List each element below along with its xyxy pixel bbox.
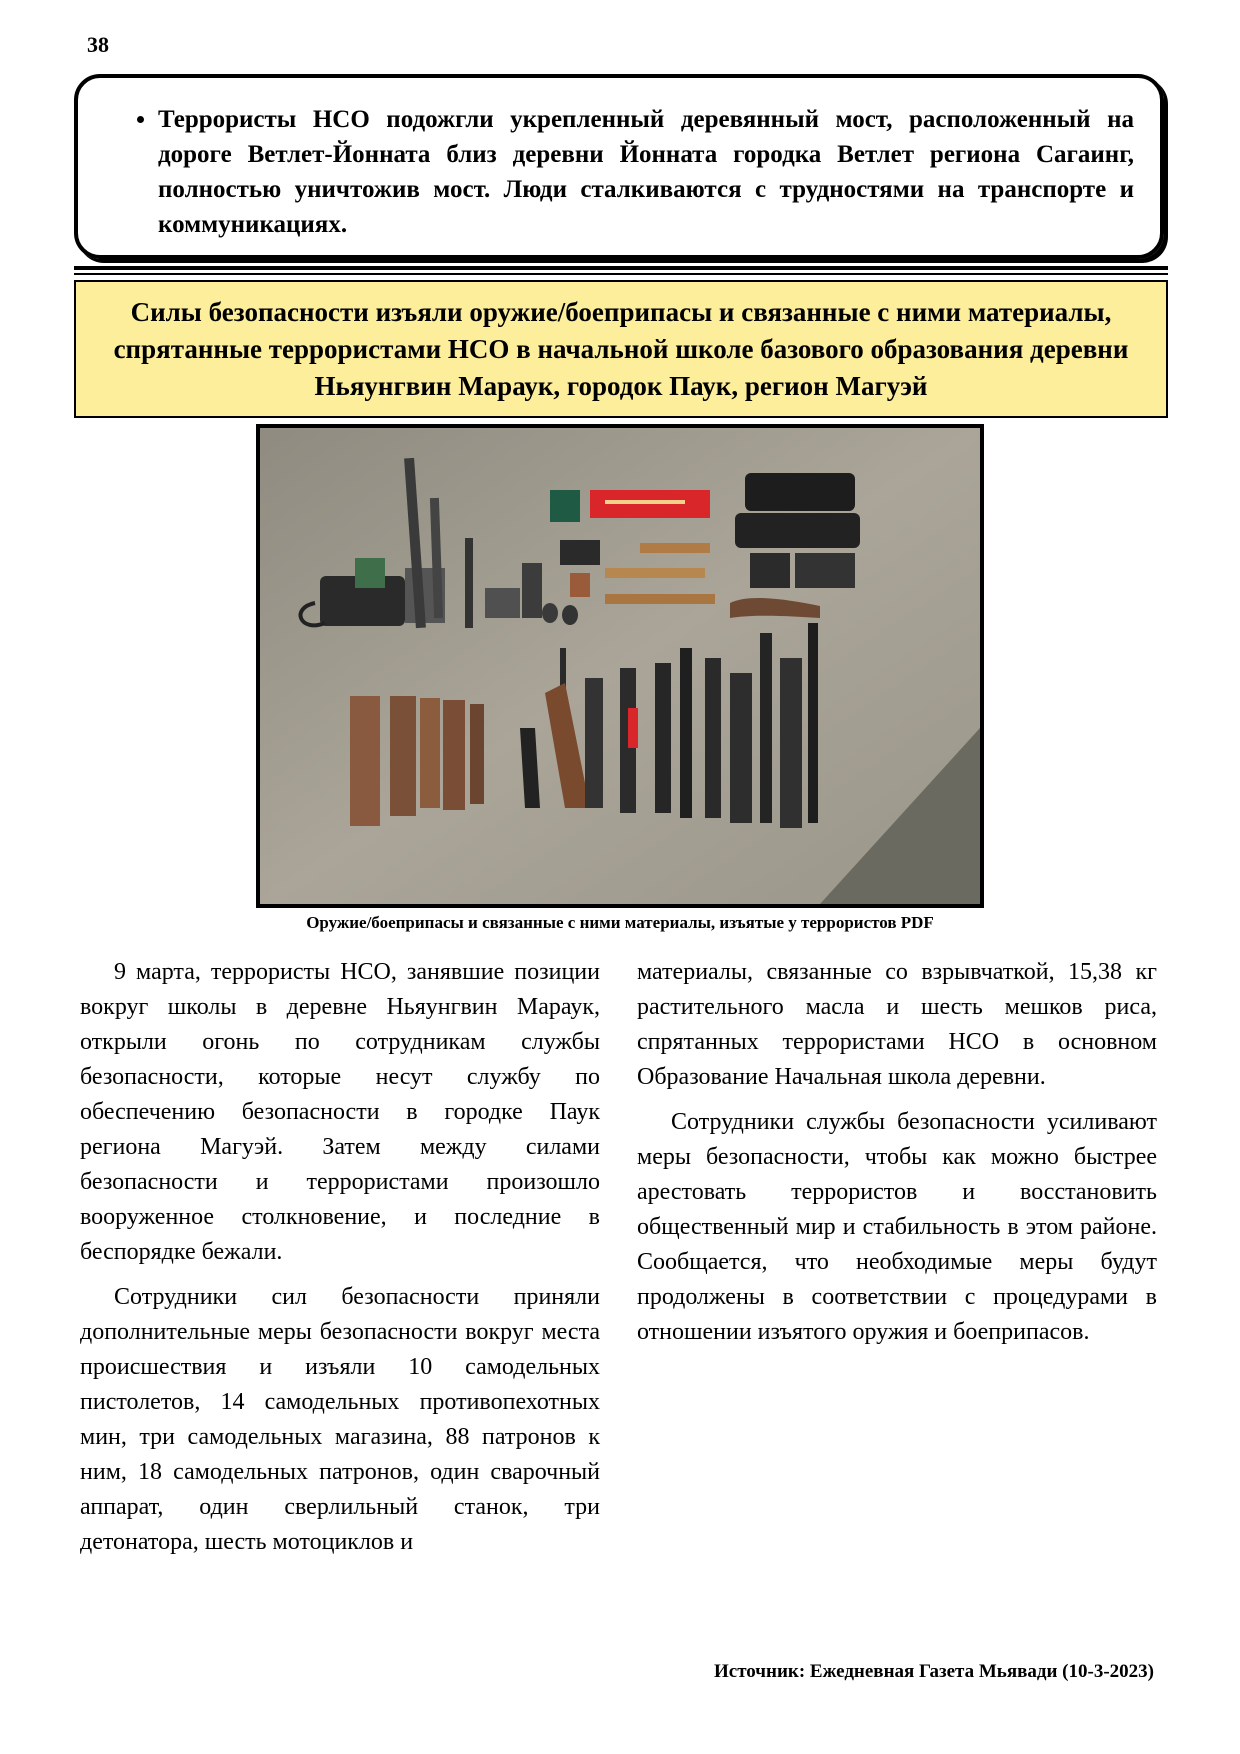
red-armband: [590, 490, 710, 518]
ammo-pouches: [735, 473, 860, 588]
source-credit: Источник: Ежедневная Газета Мьявади (10-3-2023): [714, 1661, 1154, 1682]
article-paragraph: 9 марта, террористы НСО, занявшие позиции вокруг школы в деревне Ньяунгвин Мараук, открыли огонь по сотрудникам службы безопасности, которые несут службу по обеспечению безопасности в городке Паук региона Магуэй. Затем между силами безопасности и террористами произошло вооруженное столкновение, и последние в беспорядке бежали.: [80, 959, 600, 1265]
article-paragraph: Сотрудники сил безопасности приняли дополнительные меры безопасности вокруг места происшествия и изъяли 10 самодельных пистолетов, 14 самодельных противопехотных мин, три самодельных магазина, 88 патронов к ним, 18 самодельных патронов, один сварочный аппарат, один сверлильный станок, три детонатора, шесть мотоциклов и: [80, 1284, 600, 1555]
headline: Силы безопасности изъяли оружие/боеприпасы и связанные с ними материалы, спрятанные террористами НСО в начальной школе базового образования деревни Ньяунгвин Мараук, городок Паук, регион Магуэй: [113, 296, 1129, 401]
photo-caption: Оружие/боеприпасы и связанные с ними материалы, изъятые у террористов PDF: [306, 913, 934, 932]
article-column-right: [637, 955, 1157, 1360]
green-booklet: [550, 490, 580, 522]
seized-weapons-illustration: [260, 428, 980, 904]
divider-thin: [74, 273, 1168, 275]
bullet-box: [74, 74, 1164, 259]
article-column-left: [80, 955, 600, 1570]
divider-thick: [74, 266, 1168, 270]
headline-box: [74, 280, 1168, 418]
article-paragraph: Сотрудники службы безопасности усиливают меры безопасности, чтобы как можно быстрее арестовать террористов и восстановить общественный мир и стабильность в этом районе. Сообщается, что необходимые меры будут продолжены в соответствии с процедурами в отношении изъятого оружия и боеприпасов.: [637, 1109, 1157, 1345]
article-paragraph: материалы, связанные со взрывчаткой, 15,38 кг растительного масла и шесть мешков риса, спрятанных террористами НСО в основном Образование Начальная школа деревни.: [637, 959, 1157, 1090]
seized-weapons-photo: [256, 424, 984, 908]
bullet-list: [130, 102, 1134, 242]
page-number: 38: [87, 32, 109, 57]
bullet-item: • Террористы НСО подожгли укрепленный деревянный мост, расположенный на дороге Ветлет-Йонната близ деревни Йонната городка Ветлет региона Сагаинг, полностью уничтожив мост. Люди сталкиваются с трудностями на транспорте и коммуникациях.: [158, 102, 1134, 242]
